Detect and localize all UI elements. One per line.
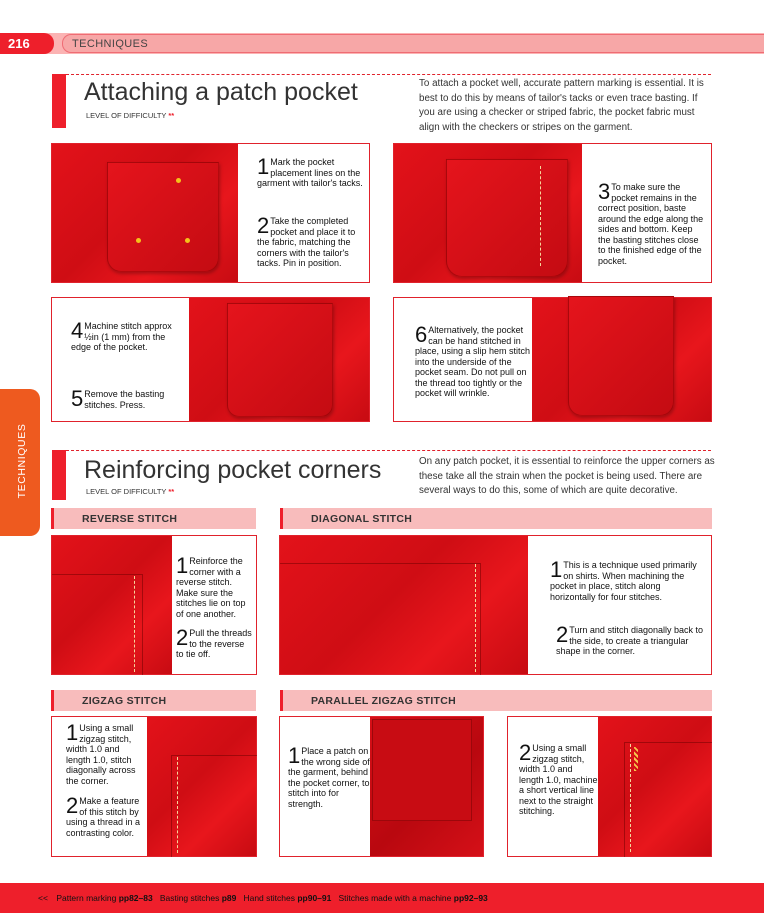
step-number: 6 xyxy=(415,322,428,347)
pin-icon xyxy=(185,238,190,243)
step-text: Alternatively, the pocket can be hand stitched in place, using a slip hem stitch into the underside of the pocket seam. Do not pull on the thread too tightly or the pocket will wrinkle. xyxy=(415,325,531,398)
step-number: 1 xyxy=(66,720,79,745)
parallel-zigzag-heading: PARALLEL ZIGZAG STITCH xyxy=(280,690,712,711)
section2-difficulty xyxy=(86,487,174,496)
footer-ref-label: Hand stitches xyxy=(243,893,295,903)
footer-ref-pages: pp90–91 xyxy=(297,893,332,903)
footer-ref-pages: pp92–93 xyxy=(453,893,488,903)
zigzag-line xyxy=(634,747,638,771)
step-text: To make sure the pocket remains in the correct position, baste around the edge along the sides and bottom. Keep the basting stitches close to the finished edge of the pocket. xyxy=(598,182,704,266)
step-text: Reinforce the corner with a reverse stitch. Make sure the stitches lie on top of one another. xyxy=(176,556,246,619)
step-number: 1 xyxy=(288,743,301,768)
step-text: Mark the pocket placement lines on the garment with tailor's tacks. xyxy=(257,157,363,188)
section1-accent-bar xyxy=(52,74,66,128)
stitch-line xyxy=(475,564,476,672)
step-number: 2 xyxy=(176,625,189,650)
step1-6 xyxy=(415,322,531,399)
diagonal-step-2 xyxy=(556,622,706,657)
footer-ref-label: Pattern marking xyxy=(56,893,117,903)
stitch-line xyxy=(134,576,135,672)
step-number: 3 xyxy=(598,179,611,204)
step-text: Place a patch on the wrong side of the garment, behind the pocket corner, to stitch into for strength. xyxy=(288,746,370,809)
photo-parallel-zigzag-back xyxy=(370,717,483,856)
page-number: 216 xyxy=(8,36,30,51)
parallel-step-1 xyxy=(288,743,370,809)
pocket-shape xyxy=(568,296,674,416)
step-number: 2 xyxy=(519,740,532,765)
step-number: 2 xyxy=(257,213,270,238)
footer-ref-label: Stitches made with a machine xyxy=(338,893,452,903)
step-number: 1 xyxy=(550,557,563,582)
difficulty-marks: ** xyxy=(168,487,175,496)
pin-icon xyxy=(176,178,181,183)
step-text: Machine stitch approx ½in (1 mm) from the edge of the pocket. xyxy=(71,321,172,352)
section2-dash-rule xyxy=(66,450,711,451)
section1-title: Attaching a patch pocket xyxy=(84,78,358,106)
pocket-edge xyxy=(171,755,257,857)
zigzag-step-2 xyxy=(66,793,146,838)
step1-2 xyxy=(257,213,365,269)
photo-pocket-stitched xyxy=(189,298,369,421)
photo-pocket-hand-stitched xyxy=(532,298,711,421)
step-text: Pull the threads to the reverse to tie off. xyxy=(176,628,252,659)
step-text: Remove the basting stitches. Press. xyxy=(84,389,165,410)
footer-ref-machine-stitches[interactable] xyxy=(338,893,487,903)
step1-4 xyxy=(71,318,183,353)
reverse-step-1 xyxy=(176,553,254,619)
header-section-pill xyxy=(62,34,764,53)
section1-difficulty xyxy=(86,111,174,120)
step-text: This is a technique used primarily on shirts. When machining the pocket in place, stitch along horizontally for four stitches. xyxy=(550,560,697,602)
diagonal-step-1 xyxy=(550,557,706,602)
footer-ref-pages: p89 xyxy=(221,893,237,903)
zigzag-stitch-heading: ZIGZAG STITCH xyxy=(51,690,256,711)
step-number: 1 xyxy=(257,154,270,179)
pocket-shape xyxy=(107,162,219,272)
reverse-stitch-heading: REVERSE STITCH xyxy=(51,508,256,529)
reverse-step-2 xyxy=(176,625,254,660)
basting-stitches xyxy=(540,166,541,266)
difficulty-marks: ** xyxy=(168,111,175,120)
step-number: 4 xyxy=(71,318,84,343)
step-text: Turn and stitch diagonally back to the side, to create a triangular shape in the corner. xyxy=(556,625,703,656)
photo-zigzag-stitch xyxy=(147,717,256,856)
side-tab-label: TECHNIQUES xyxy=(16,423,28,499)
footer-ref-pages: pp82–83 xyxy=(118,893,153,903)
difficulty-label: LEVEL OF DIFFICULTY xyxy=(86,111,167,120)
section2-accent-bar xyxy=(52,450,66,500)
stitch-line xyxy=(177,757,178,853)
pocket-shape xyxy=(227,303,333,417)
difficulty-label: LEVEL OF DIFFICULTY xyxy=(86,487,167,496)
step-number: 2 xyxy=(66,793,79,818)
diagonal-stitch-heading: DIAGONAL STITCH xyxy=(280,508,712,529)
photo-pocket-pinned xyxy=(52,144,238,282)
footer-arrow: << xyxy=(38,893,48,903)
zigzag-step-1 xyxy=(66,720,146,786)
photo-parallel-zigzag-front xyxy=(598,717,711,856)
footer-ref-pattern-marking[interactable] xyxy=(56,893,152,903)
pocket-edge xyxy=(52,574,143,675)
photo-diagonal-stitch xyxy=(280,536,528,674)
step-number: 1 xyxy=(176,553,189,578)
header-section-title: TECHNIQUES xyxy=(72,38,149,50)
step-text: Take the completed pocket and place it to the fabric, matching the corners with the tailor's tacks. Pin in position. xyxy=(257,216,356,268)
step1-3 xyxy=(598,179,706,266)
step-text: Using a small zigzag stitch, width 1.0 and length 1.0, machine a short vertical line next to the straight stitching. xyxy=(519,743,598,816)
pocket-edge xyxy=(280,563,481,675)
photo-reverse-stitch xyxy=(52,536,172,674)
step1-5 xyxy=(71,386,183,411)
footer-refs xyxy=(38,893,488,903)
stitch-line xyxy=(630,744,631,852)
pocket-shape xyxy=(446,159,568,277)
pin-icon xyxy=(136,238,141,243)
step-text: Using a small zigzag stitch, width 1.0 and length 1.0, stitch diagonally across the corner. xyxy=(66,723,136,786)
section2-title: Reinforcing pocket corners xyxy=(84,456,382,484)
section2-intro: On any patch pocket, it is essential to reinforce the upper corners as these take all the strain when the pocket is being used. There are several ways to do this, some of which are quite decorative. xyxy=(419,456,715,496)
parallel-step-2 xyxy=(519,740,599,817)
section1-dash-rule xyxy=(66,74,711,75)
footer-ref-hand-stitches[interactable] xyxy=(243,893,331,903)
patch-shape xyxy=(372,719,472,821)
footer-ref-label: Basting stitches xyxy=(159,893,220,903)
step1-1 xyxy=(257,154,365,189)
footer-ref-basting[interactable] xyxy=(160,893,237,903)
photo-pocket-basted xyxy=(394,144,582,282)
section1-intro: To attach a pocket well, accurate pattern marking is essential. It is best to do this by means of tailor's tacks or even trace basting. If you are using a checker or striped fabric, the pocket fabric must align with the checkers or stripes on the garment. xyxy=(419,78,704,133)
step-text: Make a feature of this stitch by using a thread in a contrasting color. xyxy=(66,796,141,838)
step-number: 5 xyxy=(71,386,84,411)
step-number: 2 xyxy=(556,622,569,647)
